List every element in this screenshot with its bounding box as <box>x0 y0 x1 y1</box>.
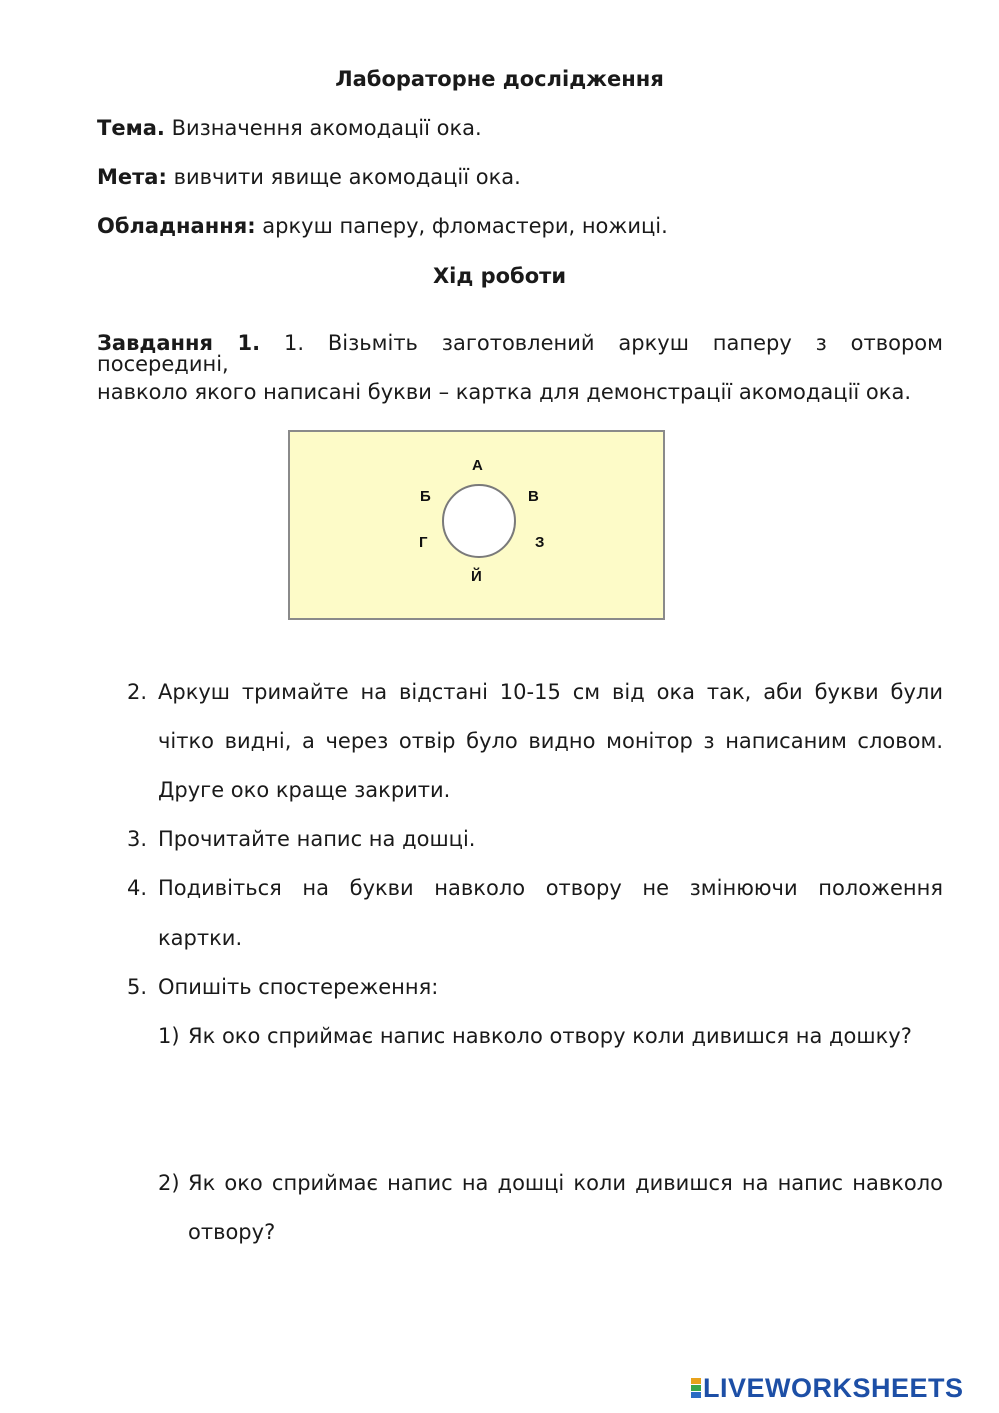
step-number: 5. <box>127 975 148 999</box>
step-number: 2. <box>127 680 148 704</box>
goal-row <box>97 167 521 188</box>
task1-line-2: навколо якого написані букви – картка для демонстрації акомодації ока. <box>97 380 912 404</box>
topic-row <box>97 118 482 139</box>
step-number: 4. <box>127 876 148 900</box>
step-4-line-1: Подивіться на букви навколо отвору не змінюючи положення <box>158 876 943 900</box>
step-2-line-2: чітко видні, а через отвір було видно монітор з написаним словом. <box>158 729 943 753</box>
step-2-line-1: Аркуш тримайте на відстані 10-15 см від ока так, аби букви були <box>158 680 943 704</box>
step-3-line-1: Прочитайте напис на дошці. <box>158 827 476 851</box>
question-2-line-2: отвору? <box>188 1220 276 1244</box>
task1-text-1: 1. Візьміть заготовлений аркуш паперу з отвором посередині, <box>97 331 943 376</box>
card-letter-bottom: Й <box>471 568 482 585</box>
liveworksheets-logo-icon <box>691 1378 701 1398</box>
card-letter-upper-right: В <box>528 488 539 505</box>
question-number: 1) <box>158 1024 180 1048</box>
step-2-line-3: Друге око краще закрити. <box>158 778 451 802</box>
question-number: 2) <box>158 1171 180 1195</box>
liveworksheets-watermark <box>691 1374 964 1402</box>
card-letter-upper-left: Б <box>420 488 431 505</box>
logo-block <box>691 1385 701 1391</box>
logo-block <box>691 1392 701 1398</box>
card-hole <box>442 484 516 558</box>
card-letter-top: А <box>472 457 483 474</box>
question-1-line-1: Як око сприймає напис навколо отвору коли дивишся на дошку? <box>188 1024 912 1048</box>
card-letter-lower-right: З <box>535 534 545 551</box>
page-title: Лабораторне дослідження <box>335 67 664 91</box>
card-letter-lower-left: Г <box>419 534 428 551</box>
procedure-heading: Хід роботи <box>432 264 567 288</box>
topic-label: Тема. <box>97 116 165 140</box>
question-2-line-1: Як око сприймає напис на дошці коли дивишся на напис навколо <box>188 1171 943 1195</box>
equipment-label: Обладнання: <box>97 214 256 238</box>
task1-line-1 <box>97 333 943 375</box>
step-5-line-1: Опишіть спостереження: <box>158 975 439 999</box>
watermark-text: LIVEWORKSHEETS <box>703 1372 964 1403</box>
step-number: 3. <box>127 827 148 851</box>
goal-label: Мета: <box>97 165 167 189</box>
equipment-text: аркуш паперу, фломастери, ножиці. <box>262 214 668 238</box>
logo-block <box>691 1378 701 1384</box>
step-4-line-2: картки. <box>158 926 243 950</box>
task1-label: Завдання 1. <box>97 331 261 355</box>
equipment-row <box>97 216 668 237</box>
accommodation-card <box>288 430 665 620</box>
topic-text: Визначення акомодації ока. <box>171 116 482 140</box>
goal-text: вивчити явище акомодації ока. <box>173 165 521 189</box>
